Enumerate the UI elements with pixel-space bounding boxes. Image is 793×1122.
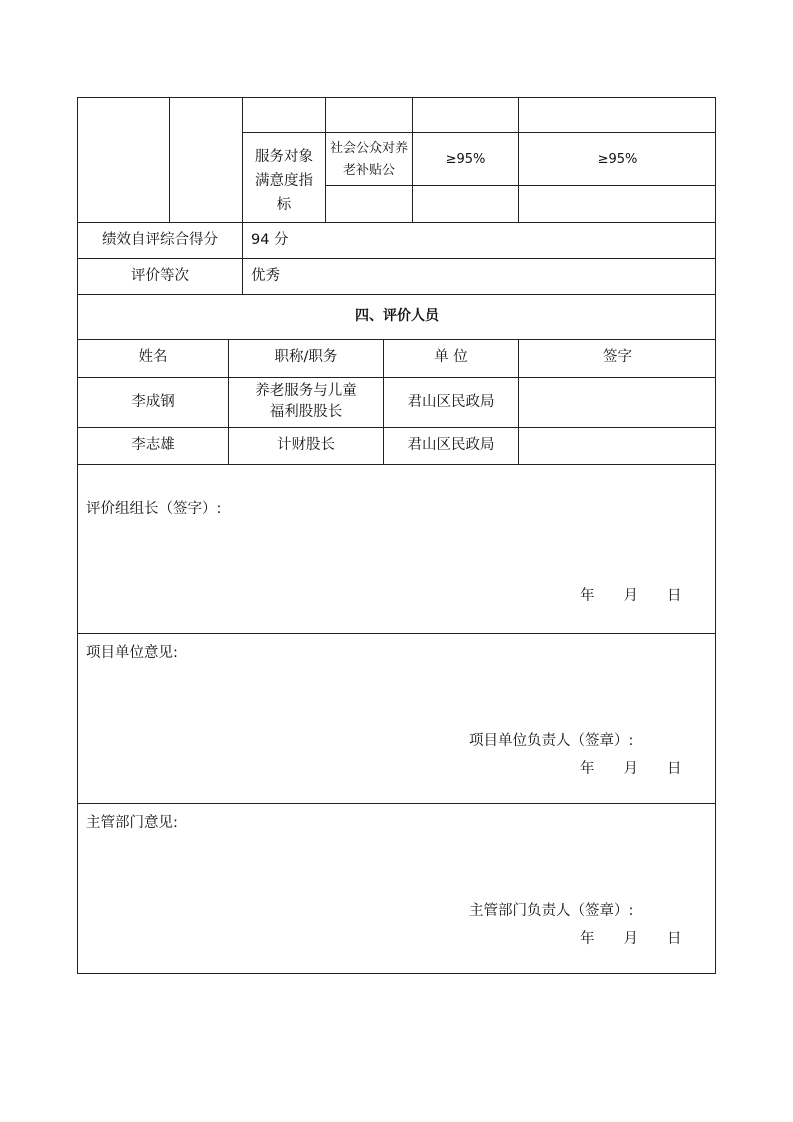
column-divider [169, 97, 170, 222]
row-divider [77, 464, 716, 465]
row-divider [77, 803, 716, 804]
section-title: 四、评价人员 [355, 308, 439, 324]
evaluator-name: 李志雄 [131, 437, 175, 453]
column-header-title: 职称/职务 [274, 349, 338, 365]
indicator-category: 服务对象满意度指标 [255, 149, 313, 213]
leader-signature-label: 评价组组长（签字）: [86, 501, 222, 517]
row-divider [77, 427, 716, 428]
evaluation-form-table [77, 97, 716, 974]
project-unit-opinion-label: 项目单位意见: [86, 645, 178, 661]
evaluator-title: 养老服务与儿童福利股股长 [255, 383, 357, 420]
row-divider [77, 633, 716, 634]
row-divider [77, 377, 716, 378]
evaluator-title: 计财股长 [277, 437, 335, 453]
grade-label: 评价等次 [131, 268, 189, 284]
score-label: 绩效自评综合得分 [102, 232, 218, 248]
evaluator-name: 李成钢 [131, 394, 175, 410]
indicator-name: 社会公众对养老补贴公 [330, 141, 409, 178]
dept-date: 年 月 日 [580, 931, 682, 947]
row-divider [242, 132, 716, 133]
row-divider [77, 294, 716, 295]
leader-date: 年 月 日 [580, 588, 682, 604]
column-header-signature: 签字 [603, 349, 632, 365]
column-header-unit: 单 位 [434, 349, 468, 365]
score-value: 94 分 [251, 232, 289, 248]
evaluator-unit: 君山区民政局 [407, 437, 495, 453]
grade-value: 优秀 [251, 268, 280, 284]
dept-opinion-label: 主管部门意见: [86, 815, 178, 831]
column-divider [242, 97, 243, 294]
project-unit-date: 年 月 日 [580, 761, 682, 777]
row-divider [77, 258, 716, 259]
column-divider [325, 97, 326, 222]
indicator-actual: ≥95% [597, 152, 638, 167]
row-divider [77, 222, 716, 223]
row-divider [325, 185, 716, 186]
project-unit-signer: 项目单位负责人（签章）: [469, 733, 634, 749]
dept-signer: 主管部门负责人（签章）: [469, 903, 634, 919]
evaluator-unit: 君山区民政局 [407, 394, 495, 410]
column-header-name: 姓名 [138, 349, 168, 365]
indicator-target: ≥95% [445, 152, 486, 167]
row-divider [77, 339, 716, 340]
